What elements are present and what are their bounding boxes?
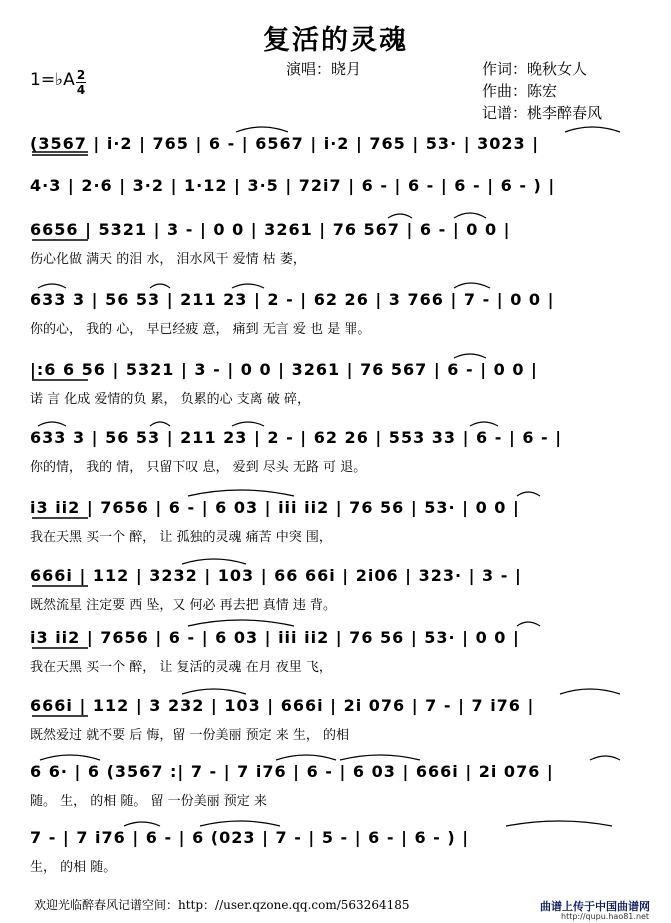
- slur-mark: [188, 490, 294, 496]
- slur-mark: [517, 622, 540, 626]
- lyrics-line: 随。 生， 的相 随。 留 一份美丽 预定 来: [30, 794, 267, 809]
- transcriber-credit: 记谱：桃李醉春风: [482, 104, 603, 122]
- slur-mark: [340, 755, 420, 760]
- singer-credit: 演唱：晓月: [286, 60, 362, 78]
- slur-mark: [236, 127, 288, 132]
- lyrics-line: 诺 言 化成 爱情的负 累， 负累的心 支离 破 碎，: [30, 392, 311, 407]
- composer-credit: 作曲：陈宏: [482, 82, 558, 100]
- lyrics-line: 既然爱过 就不要 后 悔，留 一份美丽 预定 来 生， 的相: [30, 728, 350, 743]
- slur-mark: [276, 755, 336, 760]
- notes-line: 633 3 | 56 53 | 211 23 | 2 - | 62 26 | 3 766 | 7 - | 0 0 |: [30, 290, 555, 309]
- notes-line: 666i | 112 | 3 232 | 103 | 666i | 2i 076 | 7 - | 7 i76 |: [30, 696, 535, 715]
- slur-mark: [124, 822, 160, 826]
- footer-site-url: http://qupu.hao81.net: [561, 912, 650, 921]
- lyricist-credit: 作词：晚秋女人: [482, 60, 588, 78]
- notes-line: 666i | 112 | 3232 | 103 | 66 66i | 2i06 | 323· | 3 - |: [30, 566, 522, 585]
- lyrics-line: 生， 的相 随。: [30, 860, 117, 875]
- slur-mark: [232, 422, 264, 426]
- slur-mark: [232, 284, 264, 288]
- footer-site: 曲谱上传于中国曲谱网: [540, 900, 650, 913]
- time-top: 2: [76, 68, 86, 82]
- notes-line: 4·3 | 2·6 | 3·2 | 1·12 | 3·5 | 72i7 | 6 - | 6 - | 6 - | 6 - ) |: [30, 176, 556, 195]
- lyrics-line: 我在天黑 买一个 醉， 让 复活的灵魂 在月 夜里 飞，: [30, 660, 332, 675]
- slur-mark: [560, 689, 620, 694]
- slur-mark: [40, 755, 100, 760]
- notes-line: 6 6· | 6 (3567 :| 7 - | 7 i76 | 6 - | 6 03 | 666i | 2i 076 |: [30, 762, 554, 781]
- lyrics-line: 你的情， 我的 情， 只留下叹 息， 爱到 尽头 无路 可 退。: [30, 460, 367, 475]
- slur-mark: [454, 283, 490, 288]
- slur-mark: [470, 422, 498, 426]
- slur-mark: [565, 127, 620, 132]
- slur-mark: [590, 756, 620, 760]
- lyrics-line: 我在天黑 买一个 醉， 让 孤独的灵魂 痛苦 中突 围，: [30, 530, 332, 545]
- slur-mark: [200, 821, 280, 826]
- slur-mark: [188, 620, 294, 626]
- notes-line: (3567 | i·2 | 765 | 6 - | 6567 | i·2 | 765 | 53· | 3023 |: [30, 134, 540, 153]
- footer-credit: 欢迎光临醉春风记谱空间：http：//user.qzone.qq.com/563264185: [34, 898, 410, 912]
- notes-line: i3 ii2 | 7656 | 6 - | 6 03 | iii ii2 | 76 56 | 53· | 0 0 |: [30, 628, 520, 647]
- slur-mark: [454, 213, 486, 218]
- slur-mark: [517, 492, 540, 496]
- lyrics-line: 伤心化做 满天 的泪 水， 泪水风干 爱情 枯 萎，: [30, 252, 306, 267]
- slur-mark: [182, 689, 246, 694]
- notes-line: 7 - | 7 i76 | 6 - | 6 (023 | 7 - | 5 - | 6 - | 6 - ) |: [30, 828, 470, 847]
- notes-line: |:6 6 56 | 5321 | 3 - | 0 0 | 3261 | 76 567 | 6 - | 0 0 |: [30, 360, 538, 379]
- notes-line: 6656 | 5321 | 3 - | 0 0 | 3261 | 76 567 | 6 - | 0 0 |: [30, 220, 511, 239]
- slur-mark: [38, 422, 66, 426]
- time-bottom: 4: [76, 83, 86, 97]
- page-title: 复活的灵魂: [263, 25, 408, 56]
- slur-mark: [38, 284, 66, 288]
- notes-line: i3 ii2 | 7656 | 6 - | 6 03 | iii ii2 | 76 56 | 53· | 0 0 |: [30, 498, 520, 517]
- slur-mark: [150, 422, 170, 426]
- lyrics-line: 你的心， 我的 心， 早已经疲 意， 痛到 无言 爱 也 是 罪。: [30, 322, 371, 337]
- lyrics-line: 既然流星 注定要 西 坠，又 何必 再去把 真情 违 背。: [30, 598, 337, 613]
- slur-mark: [388, 214, 412, 218]
- slur-mark: [150, 284, 170, 288]
- notes-line: 633 3 | 56 53 | 211 23 | 2 - | 62 26 | 553 33 | 6 - | 6 - |: [30, 428, 563, 447]
- slur-mark: [454, 354, 486, 358]
- slur-mark: [182, 559, 246, 564]
- slur-mark: [506, 821, 612, 826]
- key-signature: 1=♭A: [30, 70, 75, 90]
